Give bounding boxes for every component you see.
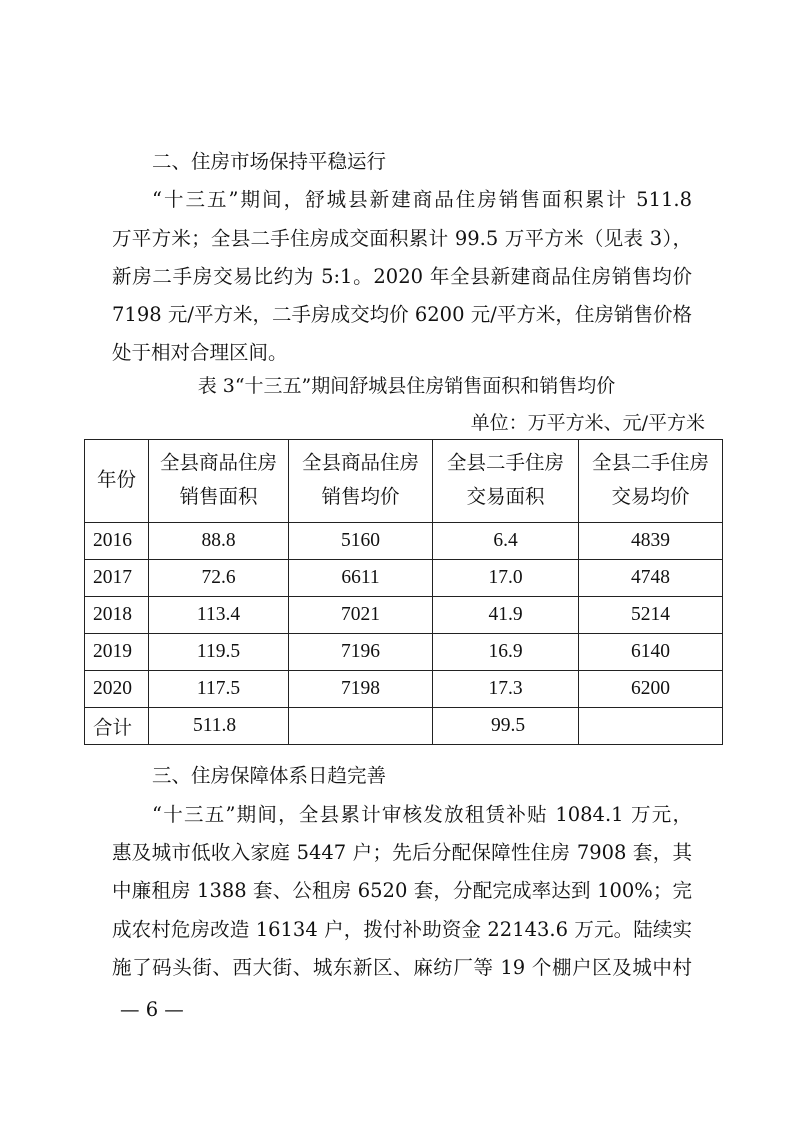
header-label: 全县二手住房 [446,453,564,474]
cell-year: 2018 [85,597,149,634]
cell-year: 2016 [85,523,149,560]
cell-value: 7198 [289,671,433,708]
cell-value: 6.4 [433,523,579,560]
table-row [85,634,723,671]
cell-value: 4839 [579,523,723,560]
cell-value [289,708,433,745]
section-heading-3: 三、住房保障体系日趋完善 [152,764,387,787]
cell-value: 6200 [579,671,723,708]
paragraph-line: “十三五”期间，全县累计审核发放租赁补贴 1084.1 万元， [152,803,692,826]
header-label: 交易均价 [611,487,690,508]
paragraph-line: 7198 元/平方米，二手房成交均价 6200 元/平方米，住房销售价格 [112,303,692,326]
cell-value: 17.0 [433,560,579,597]
cell-value: 72.6 [149,560,289,597]
header-new-area [149,440,289,523]
paragraph-line: 施了码头街、西大街、城东新区、麻纺厂等 19 个棚户区及城中村 [112,956,692,979]
paragraph-line: 处于相对合理区间。 [112,341,288,364]
paragraph-line: 中廉租房 1388 套、公租房 6520 套，分配完成率达到 100%；完 [112,879,692,902]
header-year [85,440,149,523]
cell-value: 17.3 [433,671,579,708]
cell-value: 41.9 [433,597,579,634]
housing-sales-table [84,439,723,745]
table-row [85,560,723,597]
cell-value: 511.8 [149,708,289,745]
header-label: 交易面积 [466,487,545,508]
cell-value: 117.5 [149,671,289,708]
cell-value: 7021 [289,597,433,634]
table-row [85,523,723,560]
cell-value: 99.5 [433,708,579,745]
header-second-price [579,440,723,523]
paragraph-line: 惠及城市低收入家庭 5447 户；先后分配保障性住房 7908 套，其 [112,841,692,864]
cell-value: 6140 [579,634,723,671]
table-header-row [85,440,723,523]
header-label: 全县商品住房 [159,453,277,474]
cell-value: 5214 [579,597,723,634]
cell-value: 113.4 [149,597,289,634]
header-label: 年份 [96,470,136,491]
paragraph-line: “十三五”期间，舒城县新建商品住房销售面积累计 511.8 [152,188,692,211]
cell-value: 119.5 [149,634,289,671]
header-label: 全县商品住房 [301,453,419,474]
table-caption-text: 表 3“十三五”期间舒城县住房销售面积和销售均价 [197,375,616,397]
cell-total-label: 合计 [85,708,149,745]
table-unit: 单位：万平方米、元/平方米 [470,412,705,434]
cell-year: 2020 [85,671,149,708]
table-row [85,597,723,634]
paragraph-line: 新房二手房交易比约为 5:1。2020 年全县新建商品住房销售均价 [112,265,692,288]
cell-year: 2019 [85,634,149,671]
header-label: 销售面积 [179,487,258,508]
cell-value [579,708,723,745]
cell-value: 88.8 [149,523,289,560]
paragraph-line: 万平方米；全县二手住房成交面积累计 99.5 万平方米（见表 3）， [112,227,692,250]
cell-value: 5160 [289,523,433,560]
header-label: 销售均价 [321,487,400,508]
header-new-price [289,440,433,523]
table-row [85,671,723,708]
paragraph-line: 成农村危房改造 16134 户，拨付补助资金 22143.6 万元。陆续实 [112,918,692,941]
table-caption [0,372,793,400]
cell-value: 16.9 [433,634,579,671]
cell-year: 2017 [85,560,149,597]
table-total-row [85,708,723,745]
header-label: 全县二手住房 [591,453,709,474]
header-second-area [433,440,579,523]
page-number: — 6 — [120,998,184,1021]
cell-value: 7196 [289,634,433,671]
section-heading-2: 二、住房市场保持平稳运行 [152,150,387,173]
cell-value: 6611 [289,560,433,597]
cell-value: 4748 [579,560,723,597]
